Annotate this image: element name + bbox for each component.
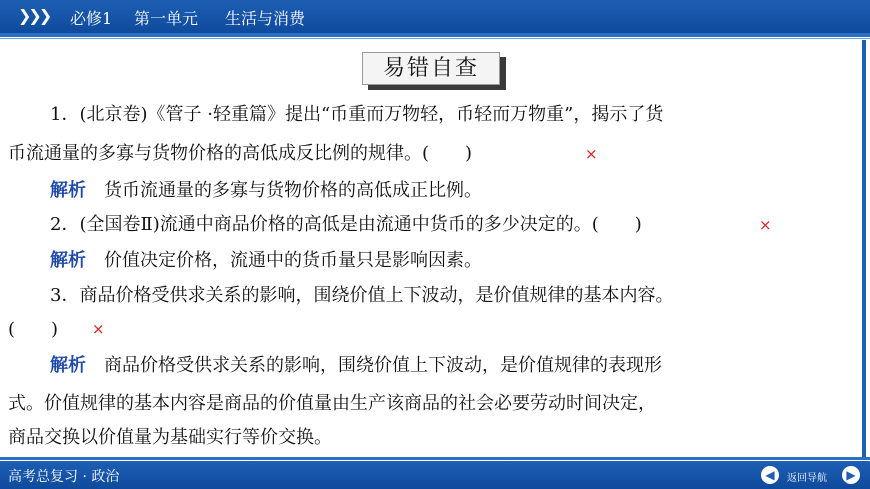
wrong-mark-icon: × — [92, 320, 105, 338]
question-2-line-1: 2．(全国卷Ⅱ)流通中商品价格的高低是由流通中货币的多少决定的。( ) — [50, 214, 642, 235]
question-3-line-1: 3．商品价格受供求关系的影响，围绕价值上下波动，是价值规律的基本内容。 — [50, 285, 674, 306]
answer-2 — [50, 249, 482, 273]
header-bar — [0, 0, 870, 33]
breadcrumb-topic: 生活与消费 — [225, 9, 306, 28]
footer-divider — [0, 457, 870, 460]
answer-label: 解析 — [50, 250, 86, 271]
question-1-line-1: 1．(北京卷)《管子 ·轻重篇》提出“币重而万物轻，币轻而万物重”，揭示了货 — [50, 104, 664, 125]
answer-3-line-1 — [50, 354, 662, 378]
wrong-mark-icon: × — [759, 216, 772, 234]
chevron-right-icon: ❯❯❯ — [18, 6, 50, 25]
course-label: 高考总复习 · 政治 — [8, 469, 120, 485]
breadcrumb-book: 必修1 — [70, 9, 113, 28]
next-arrow-icon[interactable]: ▶ — [842, 466, 860, 484]
breadcrumb-unit: 第一单元 — [134, 9, 199, 28]
answer-3-line-2: 式。价值规律的基本内容是商品的价值量由生产该商品的社会必要劳动时间决定， — [8, 393, 656, 414]
right-edge-divider — [862, 40, 866, 460]
question-3-line-2: ( ) — [8, 319, 59, 340]
back-to-nav-link[interactable]: 返回导航 — [787, 473, 827, 484]
answer-1 — [50, 179, 482, 203]
question-1-line-2: 币流通量的多寡与货物价格的高低成反比例的规律。( ) — [8, 143, 473, 164]
answer-3-line-3: 商品交换以价值量为基础实行等价交换。 — [8, 427, 332, 448]
answer-text: 货币流通量的多寡与货物价格的高低成正比例。 — [104, 180, 482, 201]
answer-text: 商品价格受供求关系的影响，围绕价值上下波动，是价值规律的表现形 — [104, 355, 662, 376]
header-divider-thin — [0, 38, 870, 39]
answer-text: 价值决定价格，流通中的货币量只是影响因素。 — [104, 250, 482, 271]
section-title: 易错自查 — [382, 56, 479, 81]
header-divider — [0, 33, 870, 37]
prev-arrow-icon[interactable]: ◀ — [761, 466, 779, 484]
footer-bar — [0, 461, 870, 489]
wrong-mark-icon: × — [585, 145, 598, 163]
answer-label: 解析 — [50, 180, 86, 201]
section-title-badge — [362, 52, 506, 90]
answer-label: 解析 — [50, 355, 86, 376]
